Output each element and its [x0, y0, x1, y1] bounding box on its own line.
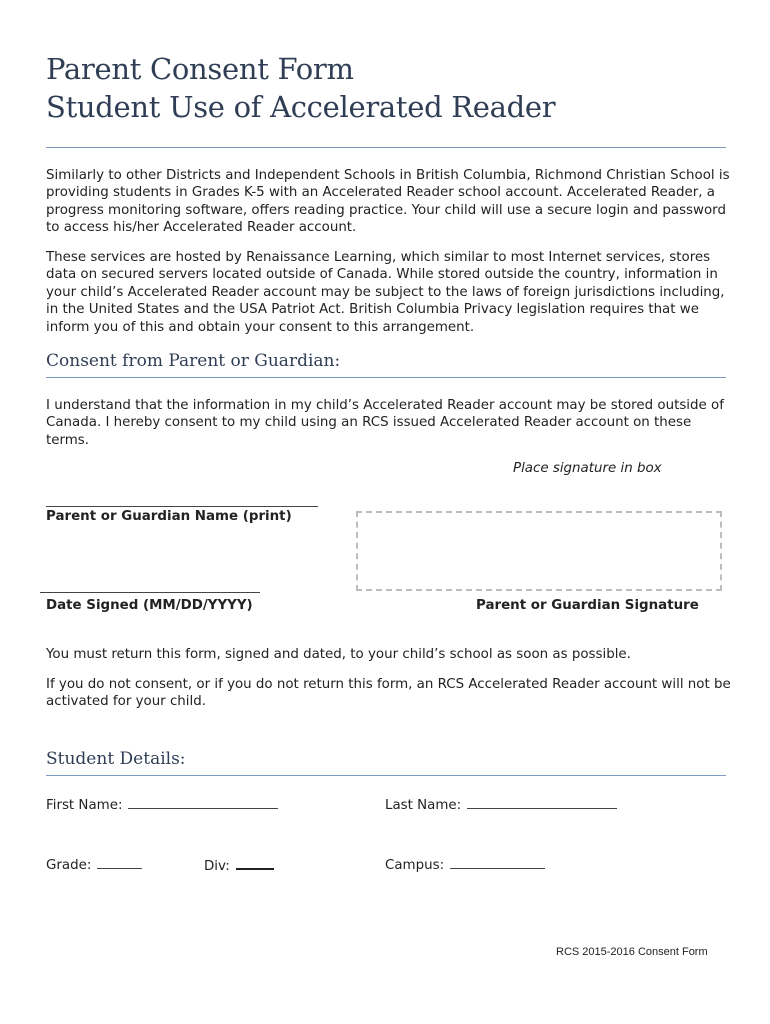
- last-name-field[interactable]: [467, 796, 617, 809]
- consent-divider: [46, 377, 726, 378]
- date-signed-label: Date Signed (MM/DD/YYYY): [46, 598, 253, 613]
- first-name-field[interactable]: [128, 796, 278, 809]
- signature-hint: Place signature in box: [513, 461, 662, 476]
- signature-label: Parent or Guardian Signature: [476, 598, 699, 613]
- last-name-row: [385, 796, 617, 813]
- campus-row: [385, 856, 545, 873]
- intro-paragraph-1: Similarly to other Districts and Independent Schools in British Columbia, Richmond Christian School is providing students in Grades K-5 with an Accelerated Reader school account. Accelerated Reader, a progress monitoring software, offers reading practice. Your child will use a secure login and password to access his/her Accelerated Reader account.: [46, 168, 730, 236]
- grade-row: [46, 856, 142, 873]
- parent-name-label: Parent or Guardian Name (print): [46, 509, 292, 524]
- campus-label: Campus:: [385, 858, 445, 873]
- form-title: Parent Consent Form: [46, 52, 354, 86]
- date-signed-field[interactable]: [40, 592, 260, 593]
- div-row: [204, 856, 274, 874]
- grade-label: Grade:: [46, 858, 92, 873]
- form-subtitle: Student Use of Accelerated Reader: [46, 90, 556, 124]
- title-divider: [46, 147, 726, 148]
- footer-text: RCS 2015-2016 Consent Form: [556, 946, 708, 958]
- first-name-label: First Name:: [46, 798, 123, 813]
- div-label: Div:: [204, 859, 230, 874]
- consent-statement: I understand that the information in my child’s Accelerated Reader account may be stored outside of Canada. I hereby consent to my child using an RCS issued Accelerated Reader account on these terms.: [46, 398, 724, 448]
- student-details-heading: Student Details:: [46, 749, 186, 769]
- intro-paragraph-2: These services are hosted by Renaissance Learning, which similar to most Internet services, stores data on secured servers located outside of Canada. While stored outside the country, information in your child’s Accelerated Reader account may be subject to the laws of foreign jurisdictions including, in the United States and the USA Patriot Act. British Columbia Privacy legislation requires that we inform you of this and obtain your consent to this arrangement.: [46, 250, 725, 335]
- nonconsent-note: If you do not consent, or if you do not return this form, an RCS Accelerated Reader account will not be activated for your child.: [46, 677, 731, 710]
- grade-field[interactable]: [97, 856, 142, 869]
- signature-box[interactable]: [356, 511, 722, 591]
- parent-name-field[interactable]: [46, 506, 318, 507]
- campus-field[interactable]: [450, 856, 545, 869]
- last-name-label: Last Name:: [385, 798, 462, 813]
- first-name-row: [46, 796, 278, 813]
- div-field[interactable]: [236, 856, 274, 870]
- consent-heading: Consent from Parent or Guardian:: [46, 351, 341, 371]
- return-note: You must return this form, signed and dated, to your child’s school as soon as possible.: [46, 647, 631, 662]
- student-details-divider: [46, 775, 726, 776]
